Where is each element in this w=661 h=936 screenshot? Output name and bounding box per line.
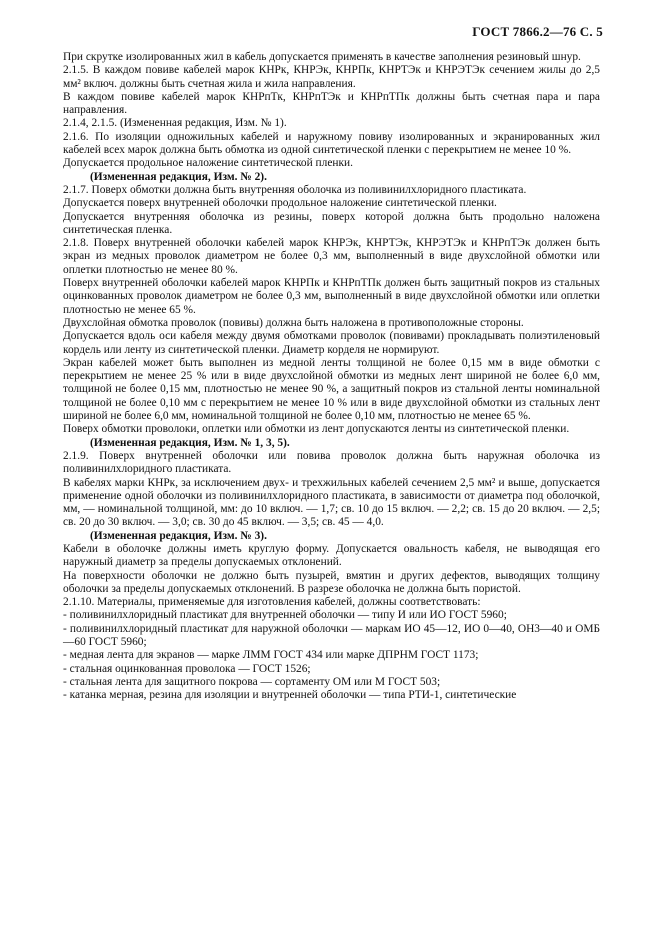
list-item: - катанка мерная, резина для изоляции и внутренней оболочки — типа РТИ-1, синтетические — [63, 689, 517, 702]
paragraph: 2.1.8. Поверх внутренней оболочки кабелей марок КНРЭк, КНРТЭк, КНРЭТЭк и КНРпТЭк должен быть экран из медных проволок диаметром не более 0,3 мм, выполненный в виде двухслойной обмотки или оплетки плотностью не менее 80 %. — [63, 237, 600, 276]
list-item: - поливинилхлоридный пластикат для внутренней оболочки — типу И или ИО ГОСТ 5960; — [63, 609, 507, 622]
paragraph: 2.1.6. По изоляции одножильных кабелей и наружному повиву изолированных и экранированных жил кабелей всех марок должна быть обмотка из одной синтетической пленки с перекрытием не менее 10 %. — [63, 130, 600, 157]
paragraph: Допускается вдоль оси кабеля между двумя обмотками проволок (повивами) прокладывать полиэтиленовый кордель или ленту из синтетической пленки. Диаметр корделя не нормируют. — [63, 330, 600, 356]
page-header: ГОСТ 7866.2—76 С. 5 — [472, 24, 603, 39]
paragraph: 2.1.10. Материалы, применяемые для изготовления кабелей, должны соответствовать: — [63, 596, 481, 609]
paragraph: Двухслойная обмотка проволок (повивы) должна быть наложена в противоположные стороны. — [63, 316, 524, 329]
paragraph: Допускается внутренняя оболочка из резины, поверх которой должна быть продольно наложена синтетическая пленка. — [63, 210, 600, 236]
list-item: - поливинилхлоридный пластикат для наружной оболочки — маркам ИО 45—12, ИО 0—40, ОН3—40 и ОМБ—60 ГОСТ 5960; — [63, 622, 600, 649]
list-item: - стальная оцинкованная проволока — ГОСТ 1526; — [63, 662, 311, 675]
paragraph: 2.1.5. В каждом повиве кабелей марок КНРк, КНРЭк, КНРПк, КНРТЭк и КНРЭТЭк сечением жилы до 2,5 мм² включ. должны быть счетная жила и жила направления. — [63, 64, 600, 90]
amendment-note: (Измененная редакция, Изм. № 1, 3, 5). — [90, 436, 290, 449]
paragraph: Кабели в оболочке должны иметь круглую форму. Допускается овальность кабеля, не выводящая его наружный диаметр за пределы допускаемых отклонений. — [63, 542, 600, 569]
paragraph: В каждом повиве кабелей марок КНРпТк, КНРпТЭк и КНРпТПк должны быть счетная пара и пара направления. — [63, 90, 600, 117]
amendment-note: (Измененная редакция, Изм. № 2). — [90, 170, 267, 183]
paragraph: 2.1.4, 2.1.5. (Измененная редакция, Изм. № 1). — [63, 117, 287, 130]
paragraph: Поверх внутренней оболочки кабелей марок КНРПк и КНРпТПк должен быть защитный покров из стальных оцинкованных проволок диаметром не более 0,3 мм, выполненный в виде двухслойной обмотки или оплетки плотностью не менее 65 %. — [63, 277, 600, 316]
paragraph: Допускается продольное наложение синтетической пленки. — [63, 157, 353, 170]
document-body — [63, 51, 600, 703]
list-item: - стальная лента для защитного покрова — сортаменту ОМ или М ГОСТ 503; — [63, 675, 441, 688]
paragraph: При скрутке изолированных жил в кабель допускается применять в качестве заполнения резиновый шнур. — [63, 51, 581, 63]
paragraph: В кабелях марки КНРк, за исключением двух- и трехжильных кабелей сечением 2,5 мм² и выше, допускается применение одной оболочки из поливинилхлоридного пластиката, в зависимости от диаметра под оболочкой, мм, — номинальной толщиной, мм: до 10 включ. — 1,7; св. 10 до 15 включ. — 2,2; св. 15 до 20 включ. — 2,5; св. 20 до 30 включ. — 3,0; св. 30 до 45 включ. — 3,5; св. 45 — 4,0. — [63, 476, 600, 529]
amendment-note: (Измененная редакция, Изм. № 3). — [90, 529, 267, 542]
paragraph: Допускается поверх внутренней оболочки продольное наложение синтетической пленки. — [63, 197, 497, 210]
paragraph: Экран кабелей может быть выполнен из медной ленты толщиной не более 0,15 мм в виде обмотки с перекрытием не менее 25 % или в виде двухслойной обмотки из медных лент шириной не более 6,0 мм, толщиной не более 0,15 мм, плотностью не менее 90 %, а защитный покров из стальной ленты номинальной толщиной не более 0,10 мм с перекрытием не менее 10 % или в виде двухслойной обмотки из стальных лент шириной не более 6,0 мм, номинальной толщиной не более 0,10 мм, плотностью не менее 65 %. — [63, 356, 600, 423]
paragraph: 2.1.9. Поверх внутренней оболочки или повива проволок должна быть наружная оболочка из поливинилхлоридного пластиката. — [63, 449, 600, 476]
paragraph: Поверх обмотки проволоки, оплетки или обмотки из лент допускаются ленты из синтетической пленки. — [63, 423, 570, 436]
paragraph: 2.1.7. Поверх обмотки должна быть внутренняя оболочка из поливинилхлоридного пластиката. — [63, 183, 527, 196]
paragraph: На поверхности оболочки не должно быть пузырей, вмятин и других дефектов, выводящих толщину оболочки за пределы допускаемых отклонений. В разрезе оболочка не должна быть пористой. — [63, 569, 600, 595]
list-item: - медная лента для экранов — марке ЛММ ГОСТ 434 или марке ДПРНМ ГОСТ 1173; — [63, 649, 479, 662]
